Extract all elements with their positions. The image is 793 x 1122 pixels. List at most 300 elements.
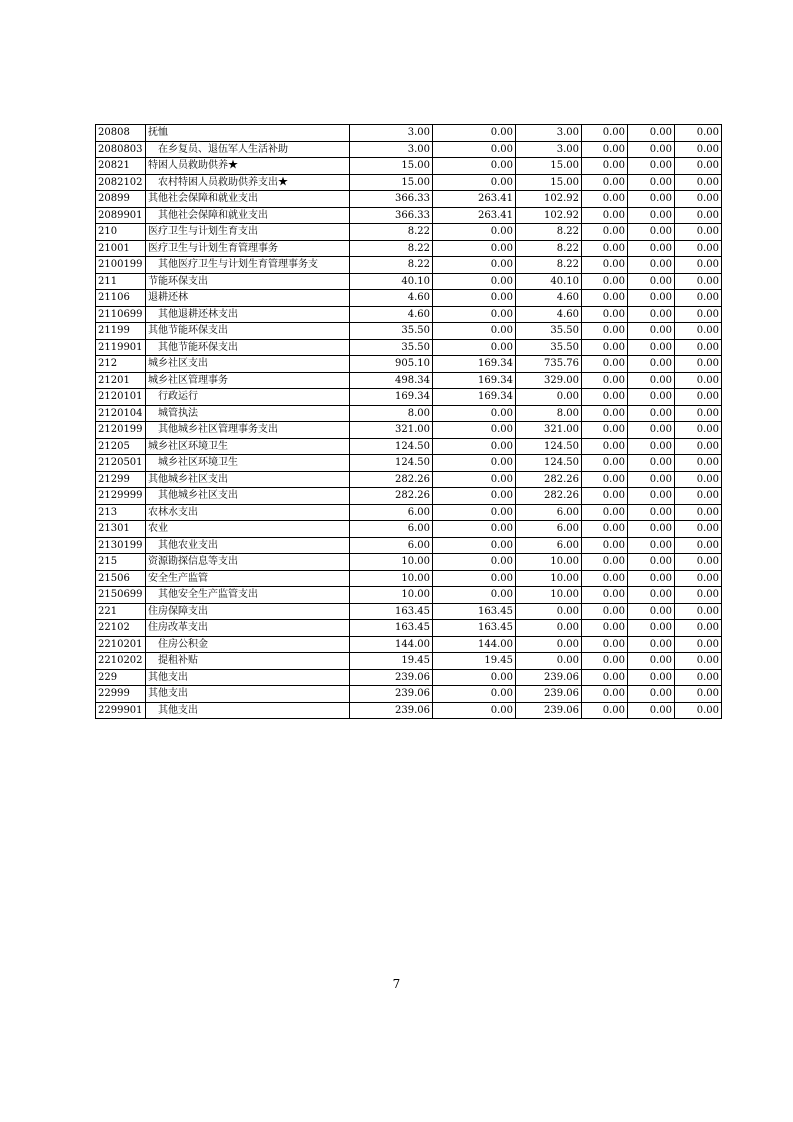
row-name-cell: 其他城乡社区支出 (146, 471, 350, 488)
row-value-cell: 0.00 (628, 587, 675, 604)
row-value-cell: 40.10 (350, 273, 433, 290)
row-value-cell: 0.00 (675, 323, 722, 340)
row-name-cell: 退耕还林 (146, 290, 350, 307)
row-value-cell: 0.00 (433, 405, 516, 422)
row-value-cell: 0.00 (582, 191, 628, 208)
row-name-cell: 提租补贴 (146, 653, 350, 670)
row-value-cell: 366.33 (350, 191, 433, 208)
row-value-cell: 0.00 (516, 603, 582, 620)
row-value-cell: 0.00 (582, 339, 628, 356)
row-value-cell: 6.00 (350, 537, 433, 554)
row-name-cell: 城乡社区环境卫生 (146, 438, 350, 455)
row-value-cell: 0.00 (675, 554, 722, 571)
page-number: 7 (392, 977, 401, 991)
row-value-cell: 0.00 (433, 174, 516, 191)
table-row (96, 240, 722, 257)
table-row (96, 653, 722, 670)
row-value-cell: 0.00 (582, 323, 628, 340)
row-value-cell: 0.00 (628, 273, 675, 290)
row-value-cell: 0.00 (582, 686, 628, 703)
row-value-cell: 0.00 (433, 570, 516, 587)
row-value-cell: 0.00 (675, 438, 722, 455)
row-value-cell: 169.34 (433, 389, 516, 406)
row-value-cell: 498.34 (350, 372, 433, 389)
table-row (96, 306, 722, 323)
row-value-cell: 329.00 (516, 372, 582, 389)
row-value-cell: 0.00 (628, 224, 675, 241)
table-row (96, 323, 722, 340)
table-row (96, 537, 722, 554)
row-value-cell: 10.00 (350, 570, 433, 587)
row-value-cell: 15.00 (516, 158, 582, 175)
row-name-cell: 其他农业支出 (146, 537, 350, 554)
row-value-cell: 19.45 (350, 653, 433, 670)
row-value-cell: 15.00 (350, 174, 433, 191)
table-row (96, 422, 722, 439)
row-code-cell: 21205 (96, 438, 146, 455)
row-code-cell: 20808 (96, 125, 146, 142)
row-code-cell: 21301 (96, 521, 146, 538)
row-name-cell: 安全生产监管 (146, 570, 350, 587)
row-value-cell: 10.00 (516, 570, 582, 587)
row-code-cell: 2080803 (96, 141, 146, 158)
row-value-cell: 0.00 (675, 306, 722, 323)
row-value-cell: 0.00 (433, 273, 516, 290)
row-name-cell: 其他节能环保支出 (146, 323, 350, 340)
row-value-cell: 0.00 (628, 669, 675, 686)
table-row (96, 686, 722, 703)
row-value-cell: 0.00 (516, 636, 582, 653)
row-value-cell: 0.00 (628, 191, 675, 208)
row-value-cell: 239.06 (350, 669, 433, 686)
row-value-cell: 4.60 (350, 306, 433, 323)
row-value-cell: 0.00 (582, 174, 628, 191)
row-value-cell: 0.00 (433, 290, 516, 307)
row-value-cell: 6.00 (516, 537, 582, 554)
row-value-cell: 0.00 (675, 240, 722, 257)
row-value-cell: 0.00 (675, 537, 722, 554)
row-value-cell: 0.00 (433, 488, 516, 505)
row-value-cell: 0.00 (433, 438, 516, 455)
row-value-cell: 0.00 (516, 620, 582, 637)
row-value-cell: 0.00 (675, 273, 722, 290)
row-value-cell: 0.00 (582, 240, 628, 257)
row-code-cell: 21106 (96, 290, 146, 307)
row-value-cell: 124.50 (350, 438, 433, 455)
row-value-cell: 0.00 (516, 653, 582, 670)
row-name-cell: 住房公积金 (146, 636, 350, 653)
row-code-cell: 2110699 (96, 306, 146, 323)
row-code-cell: 2129999 (96, 488, 146, 505)
row-value-cell: 102.92 (516, 207, 582, 224)
row-value-cell: 0.00 (675, 686, 722, 703)
row-value-cell: 0.00 (675, 356, 722, 373)
row-value-cell: 3.00 (350, 141, 433, 158)
row-value-cell: 263.41 (433, 207, 516, 224)
row-value-cell: 0.00 (628, 488, 675, 505)
row-code-cell: 212 (96, 356, 146, 373)
row-value-cell: 0.00 (433, 471, 516, 488)
row-name-cell: 其他城乡社区支出 (146, 488, 350, 505)
row-value-cell: 169.34 (350, 389, 433, 406)
row-value-cell: 0.00 (675, 405, 722, 422)
row-value-cell: 0.00 (433, 323, 516, 340)
row-value-cell: 0.00 (628, 686, 675, 703)
table-row (96, 224, 722, 241)
row-value-cell: 0.00 (675, 620, 722, 637)
row-value-cell: 0.00 (675, 141, 722, 158)
row-value-cell: 905.10 (350, 356, 433, 373)
row-code-cell: 210 (96, 224, 146, 241)
row-value-cell: 282.26 (516, 471, 582, 488)
row-value-cell: 0.00 (675, 455, 722, 472)
row-value-cell: 0.00 (675, 191, 722, 208)
row-name-cell: 城管执法 (146, 405, 350, 422)
row-value-cell: 124.50 (516, 455, 582, 472)
row-value-cell: 239.06 (516, 686, 582, 703)
row-value-cell: 0.00 (582, 207, 628, 224)
table-row (96, 620, 722, 637)
row-value-cell: 0.00 (582, 273, 628, 290)
row-value-cell: 0.00 (516, 389, 582, 406)
row-value-cell: 10.00 (516, 587, 582, 604)
row-value-cell: 0.00 (628, 389, 675, 406)
row-code-cell: 2130199 (96, 537, 146, 554)
row-name-cell: 抚恤 (146, 125, 350, 142)
row-value-cell: 3.00 (516, 125, 582, 142)
row-code-cell: 22999 (96, 686, 146, 703)
row-value-cell: 0.00 (582, 521, 628, 538)
row-code-cell: 21199 (96, 323, 146, 340)
row-code-cell: 21299 (96, 471, 146, 488)
row-value-cell: 35.50 (350, 339, 433, 356)
table-row (96, 455, 722, 472)
row-value-cell: 0.00 (628, 339, 675, 356)
row-value-cell: 0.00 (582, 141, 628, 158)
row-value-cell: 6.00 (516, 521, 582, 538)
row-name-cell: 节能环保支出 (146, 273, 350, 290)
row-value-cell: 0.00 (675, 372, 722, 389)
row-code-cell: 21001 (96, 240, 146, 257)
row-value-cell: 282.26 (516, 488, 582, 505)
row-value-cell: 8.22 (350, 224, 433, 241)
row-value-cell: 19.45 (433, 653, 516, 670)
table-row (96, 339, 722, 356)
row-value-cell: 321.00 (516, 422, 582, 439)
row-value-cell: 0.00 (433, 125, 516, 142)
row-code-cell: 213 (96, 504, 146, 521)
row-value-cell: 0.00 (628, 603, 675, 620)
row-value-cell: 0.00 (628, 290, 675, 307)
row-value-cell: 0.00 (582, 702, 628, 719)
row-code-cell: 2120104 (96, 405, 146, 422)
row-value-cell: 0.00 (582, 455, 628, 472)
row-value-cell: 0.00 (433, 339, 516, 356)
row-value-cell: 0.00 (628, 240, 675, 257)
row-name-cell: 其他安全生产监管支出 (146, 587, 350, 604)
row-value-cell: 0.00 (628, 306, 675, 323)
table-row (96, 125, 722, 142)
row-value-cell: 0.00 (433, 141, 516, 158)
row-value-cell: 0.00 (582, 422, 628, 439)
row-value-cell: 15.00 (516, 174, 582, 191)
row-value-cell: 239.06 (516, 669, 582, 686)
row-value-cell: 169.34 (433, 372, 516, 389)
row-value-cell: 8.22 (350, 240, 433, 257)
row-value-cell: 0.00 (628, 207, 675, 224)
row-value-cell: 0.00 (628, 372, 675, 389)
row-value-cell: 0.00 (582, 389, 628, 406)
row-code-cell: 2120501 (96, 455, 146, 472)
row-value-cell: 0.00 (433, 306, 516, 323)
row-value-cell: 0.00 (582, 158, 628, 175)
row-value-cell: 0.00 (433, 521, 516, 538)
row-value-cell: 0.00 (582, 306, 628, 323)
row-value-cell: 3.00 (350, 125, 433, 142)
table-row (96, 438, 722, 455)
table-row (96, 702, 722, 719)
row-value-cell: 0.00 (675, 653, 722, 670)
table-row (96, 389, 722, 406)
row-value-cell: 10.00 (350, 554, 433, 571)
row-name-cell: 农林水支出 (146, 504, 350, 521)
row-value-cell: 0.00 (675, 702, 722, 719)
row-name-cell: 城乡社区环境卫生 (146, 455, 350, 472)
row-value-cell: 35.50 (516, 323, 582, 340)
row-value-cell: 0.00 (582, 224, 628, 241)
row-code-cell: 2210202 (96, 653, 146, 670)
row-name-cell: 城乡社区支出 (146, 356, 350, 373)
row-code-cell: 2100199 (96, 257, 146, 274)
table-row (96, 405, 722, 422)
row-value-cell: 0.00 (582, 603, 628, 620)
table-row (96, 636, 722, 653)
row-value-cell: 0.00 (628, 570, 675, 587)
row-value-cell: 0.00 (582, 636, 628, 653)
row-value-cell: 124.50 (350, 455, 433, 472)
row-value-cell: 0.00 (582, 488, 628, 505)
row-value-cell: 0.00 (628, 636, 675, 653)
table-row (96, 290, 722, 307)
row-value-cell: 0.00 (675, 174, 722, 191)
table-row (96, 141, 722, 158)
table-row (96, 603, 722, 620)
row-code-cell: 21201 (96, 372, 146, 389)
row-value-cell: 0.00 (582, 504, 628, 521)
row-value-cell: 0.00 (628, 158, 675, 175)
row-name-cell: 在乡复员、退伍军人生活补助 (146, 141, 350, 158)
row-value-cell: 366.33 (350, 207, 433, 224)
row-value-cell: 0.00 (628, 438, 675, 455)
row-value-cell: 0.00 (582, 372, 628, 389)
row-value-cell: 0.00 (582, 356, 628, 373)
row-value-cell: 0.00 (433, 669, 516, 686)
row-value-cell: 163.45 (433, 603, 516, 620)
row-value-cell: 0.00 (675, 570, 722, 587)
row-code-cell: 215 (96, 554, 146, 571)
row-name-cell: 住房改革支出 (146, 620, 350, 637)
row-code-cell: 21506 (96, 570, 146, 587)
row-value-cell: 0.00 (675, 158, 722, 175)
table-row (96, 471, 722, 488)
table-row (96, 488, 722, 505)
row-value-cell: 0.00 (675, 669, 722, 686)
row-value-cell: 8.00 (350, 405, 433, 422)
row-value-cell: 3.00 (516, 141, 582, 158)
row-value-cell: 0.00 (582, 125, 628, 142)
row-code-cell: 221 (96, 603, 146, 620)
row-code-cell: 20821 (96, 158, 146, 175)
row-value-cell: 144.00 (433, 636, 516, 653)
row-name-cell: 医疗卫生与计划生育支出 (146, 224, 350, 241)
row-value-cell: 0.00 (582, 405, 628, 422)
row-value-cell: 4.60 (350, 290, 433, 307)
table-row (96, 158, 722, 175)
row-value-cell: 0.00 (628, 174, 675, 191)
row-value-cell: 0.00 (628, 620, 675, 637)
row-value-cell: 163.45 (350, 603, 433, 620)
row-value-cell: 0.00 (628, 125, 675, 142)
table-row (96, 669, 722, 686)
row-value-cell: 0.00 (628, 422, 675, 439)
row-value-cell: 0.00 (582, 554, 628, 571)
row-value-cell: 10.00 (516, 554, 582, 571)
row-value-cell: 6.00 (516, 504, 582, 521)
row-name-cell: 其他城乡社区管理事务支出 (146, 422, 350, 439)
row-value-cell: 0.00 (433, 702, 516, 719)
row-value-cell: 15.00 (350, 158, 433, 175)
row-value-cell: 0.00 (675, 207, 722, 224)
table-row (96, 554, 722, 571)
table-row (96, 504, 722, 521)
row-value-cell: 0.00 (433, 224, 516, 241)
row-value-cell: 0.00 (675, 422, 722, 439)
row-value-cell: 0.00 (628, 356, 675, 373)
row-value-cell: 0.00 (433, 158, 516, 175)
row-name-cell: 其他支出 (146, 702, 350, 719)
row-value-cell: 0.00 (675, 587, 722, 604)
row-value-cell: 0.00 (675, 125, 722, 142)
table-row (96, 191, 722, 208)
row-value-cell: 6.00 (350, 521, 433, 538)
row-code-cell: 229 (96, 669, 146, 686)
row-value-cell: 8.22 (516, 224, 582, 241)
row-code-cell: 22102 (96, 620, 146, 637)
row-value-cell: 163.45 (433, 620, 516, 637)
table-row (96, 521, 722, 538)
budget-table (95, 124, 722, 719)
row-value-cell: 102.92 (516, 191, 582, 208)
table-row (96, 207, 722, 224)
row-value-cell: 0.00 (675, 488, 722, 505)
row-name-cell: 其他支出 (146, 669, 350, 686)
row-value-cell: 6.00 (350, 504, 433, 521)
row-name-cell: 医疗卫生与计划生育管理事务 (146, 240, 350, 257)
row-value-cell: 144.00 (350, 636, 433, 653)
row-value-cell: 0.00 (628, 504, 675, 521)
row-name-cell: 农业 (146, 521, 350, 538)
row-value-cell: 0.00 (675, 224, 722, 241)
row-value-cell: 0.00 (433, 537, 516, 554)
row-name-cell: 其他退耕还林支出 (146, 306, 350, 323)
row-value-cell: 0.00 (433, 554, 516, 571)
row-value-cell: 40.10 (516, 273, 582, 290)
row-value-cell: 0.00 (675, 290, 722, 307)
row-name-cell: 其他社会保障和就业支出 (146, 191, 350, 208)
row-name-cell: 住房保障支出 (146, 603, 350, 620)
row-value-cell: 0.00 (582, 669, 628, 686)
row-value-cell: 239.06 (350, 702, 433, 719)
row-code-cell: 2082102 (96, 174, 146, 191)
row-value-cell: 282.26 (350, 471, 433, 488)
row-value-cell: 0.00 (433, 422, 516, 439)
budget-table-body (96, 125, 722, 719)
row-value-cell: 8.00 (516, 405, 582, 422)
row-value-cell: 4.60 (516, 290, 582, 307)
row-value-cell: 0.00 (675, 339, 722, 356)
row-name-cell: 其他节能环保支出 (146, 339, 350, 356)
row-name-cell: 农村特困人员救助供养支出★ (146, 174, 350, 191)
row-name-cell: 其他支出 (146, 686, 350, 703)
row-value-cell: 0.00 (433, 587, 516, 604)
row-code-cell: 2120199 (96, 422, 146, 439)
row-value-cell: 0.00 (628, 521, 675, 538)
row-name-cell: 资源勘探信息等支出 (146, 554, 350, 571)
table-row (96, 174, 722, 191)
row-value-cell: 124.50 (516, 438, 582, 455)
row-code-cell: 2089901 (96, 207, 146, 224)
row-name-cell: 其他医疗卫生与计划生育管理事务支 (146, 257, 350, 274)
row-value-cell: 0.00 (433, 257, 516, 274)
row-name-cell: 其他社会保障和就业支出 (146, 207, 350, 224)
row-value-cell: 0.00 (628, 455, 675, 472)
row-value-cell: 0.00 (628, 405, 675, 422)
row-value-cell: 0.00 (628, 471, 675, 488)
row-value-cell: 0.00 (582, 471, 628, 488)
row-code-cell: 2299901 (96, 702, 146, 719)
row-value-cell: 0.00 (675, 521, 722, 538)
row-code-cell: 2120101 (96, 389, 146, 406)
row-value-cell: 263.41 (433, 191, 516, 208)
row-value-cell: 0.00 (582, 570, 628, 587)
row-value-cell: 35.50 (350, 323, 433, 340)
row-value-cell: 0.00 (675, 603, 722, 620)
row-code-cell: 2119901 (96, 339, 146, 356)
row-value-cell: 0.00 (675, 389, 722, 406)
row-value-cell: 8.22 (516, 240, 582, 257)
row-value-cell: 0.00 (628, 141, 675, 158)
row-value-cell: 0.00 (628, 323, 675, 340)
row-value-cell: 0.00 (582, 620, 628, 637)
table-row (96, 356, 722, 373)
row-value-cell: 163.45 (350, 620, 433, 637)
table-row (96, 570, 722, 587)
row-value-cell: 0.00 (582, 290, 628, 307)
row-value-cell: 0.00 (675, 471, 722, 488)
row-value-cell: 0.00 (675, 636, 722, 653)
row-value-cell: 0.00 (628, 702, 675, 719)
table-row (96, 257, 722, 274)
row-value-cell: 0.00 (628, 537, 675, 554)
table-row (96, 372, 722, 389)
row-value-cell: 0.00 (582, 653, 628, 670)
row-value-cell: 8.22 (350, 257, 433, 274)
row-value-cell: 0.00 (675, 504, 722, 521)
row-value-cell: 282.26 (350, 488, 433, 505)
row-value-cell: 0.00 (582, 438, 628, 455)
table-row (96, 273, 722, 290)
row-value-cell: 0.00 (628, 653, 675, 670)
